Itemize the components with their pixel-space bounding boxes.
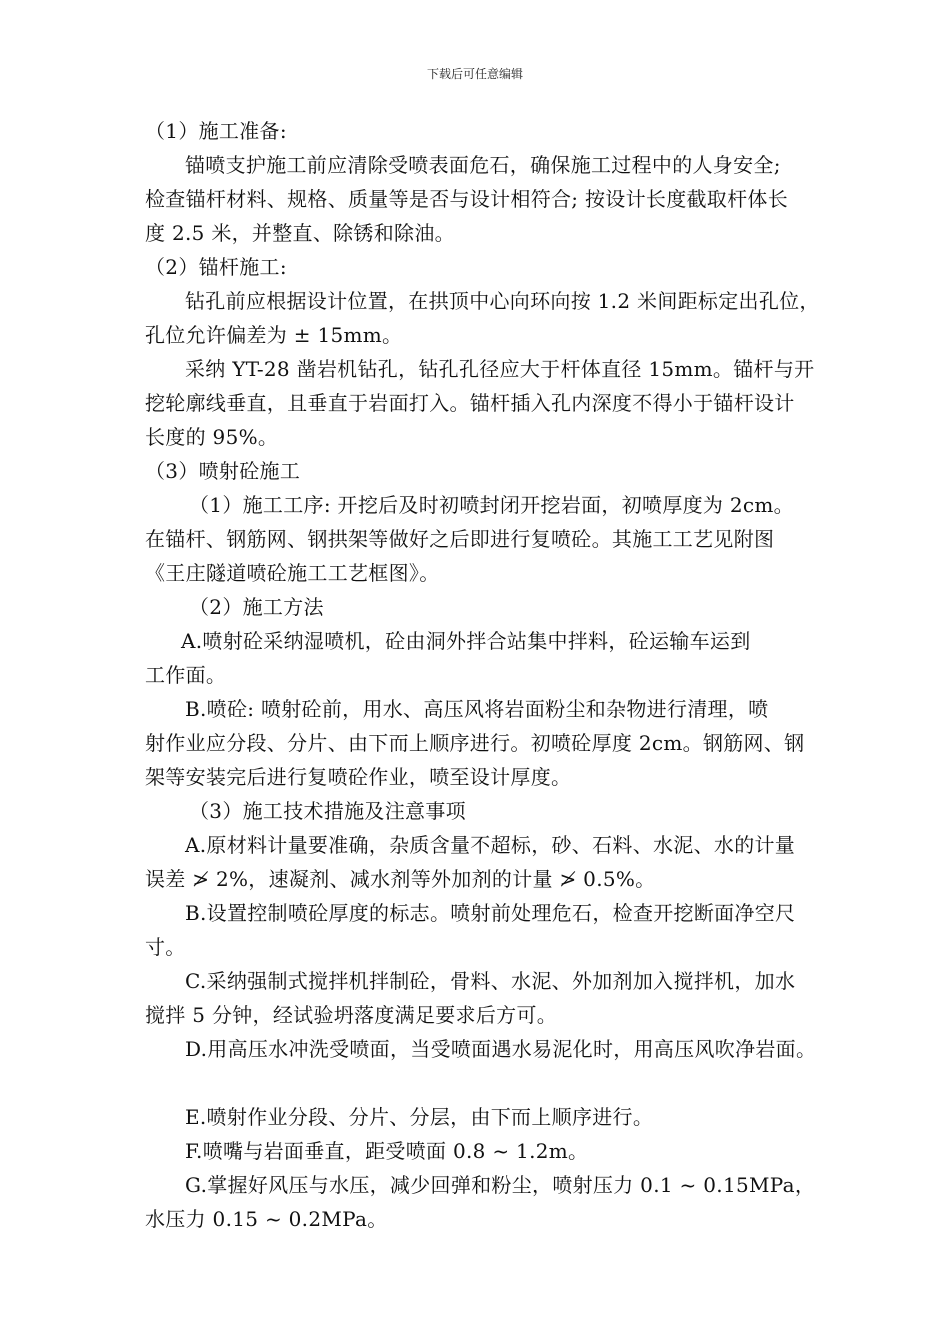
paragraph-line: 在锚杆、钢筋网、钢拱架等做好之后即进行复喷砼。其施工工艺见附图 [145,527,775,551]
paragraph-line: A.喷射砼采纳湿喷机，砼由洞外拌合站集中拌料，砼运输车运到 [181,629,751,653]
paragraph-line: 架等安装完后进行复喷砼作业，喷至设计厚度。 [145,765,572,789]
paragraph-line: 钻孔前应根据设计位置，在拱顶中心向环向按 1.2 米间距标定出孔位， [185,289,820,313]
subsection-heading-measures: （3）施工技术措施及注意事项 [189,799,466,823]
paragraph-line: B.喷砼: 喷射砼前，用水、高压风将岩面粉尘和杂物进行清理，喷 [185,697,769,721]
paragraph-line: 工作面。 [145,663,227,687]
paragraph-line: 采纳 YT-28 凿岩机钻孔，钻孔孔径应大于杆体直径 15mm。锚杆与开 [185,357,815,381]
paragraph-line: 长度的 95%。 [145,425,279,449]
paragraph-line: 《王庄隧道喷砼施工工艺框图》。 [145,561,440,585]
section-heading-anchor: （2）锚杆施工: [145,255,287,279]
paragraph-line: 挖轮廓线垂直，且垂直于岩面打入。锚杆插入孔内深度不得小于锚杆设计 [145,391,795,415]
paragraph-line: B.设置控制喷砼厚度的标志。喷射前处理危石，检查开挖断面净空尺 [185,901,796,925]
section-heading-prep: （1）施工准备: [145,119,287,143]
document-body [145,114,870,1236]
subsection-heading-method: （2）施工方法 [189,595,324,619]
paragraph-line: F.喷嘴与岩面垂直，距受喷面 0.8 ~ 1.2m。 [185,1139,589,1163]
paragraph-line: E.喷射作业分段、分片、分层，由下而上顺序进行。 [185,1105,654,1129]
paragraph-line: D.用高压水冲洗受喷面，当受喷面遇水易泥化时，用高压风吹净岩面。 [185,1037,817,1061]
paragraph-line: 射作业应分段、分片、由下而上顺序进行。初喷砼厚度 2cm。钢筋网、钢 [145,731,805,755]
paragraph-line: 误差 ≯ 2%，速凝剂、减水剂等外加剂的计量 ≯ 0.5%。 [145,867,656,891]
paragraph-line: G.掌握好风压与水压，减少回弹和粉尘，喷射压力 0.1 ~ 0.15MPa， [185,1173,816,1197]
header-note: 下载后可任意编辑 [426,67,523,81]
paragraph-line: 锚喷支护施工前应清除受喷表面危石，确保施工过程中的人身安全; [185,153,781,177]
paragraph-line: C.采纳强制式搅拌机拌制砼，骨料、水泥、外加剂加入搅拌机，加水 [185,969,796,993]
paragraph-line: 搅拌 5 分钟，经试验坍落度满足要求后方可。 [145,1003,558,1027]
paragraph-line: 度 2.5 米，并整直、除锈和除油。 [145,221,455,245]
paragraph-line: 寸。 [145,935,186,959]
paragraph-line: （1）施工工序: 开挖后及时初喷封闭开挖岩面，初喷厚度为 2cm。 [189,493,794,517]
section-heading-shotcrete: （3）喷射砼施工 [145,459,301,483]
paragraph-line: 水压力 0.15 ~ 0.2MPa。 [145,1207,388,1231]
paragraph-line: 检查锚杆材料、规格、质量等是否与设计相符合; 按设计长度截取杆体长 [145,187,788,211]
paragraph-line: 孔位允许偏差为 ± 15mm。 [145,323,403,347]
paragraph-line: A.原材料计量要准确，杂质含量不超标，砂、石料、水泥、水的计量 [185,833,796,857]
